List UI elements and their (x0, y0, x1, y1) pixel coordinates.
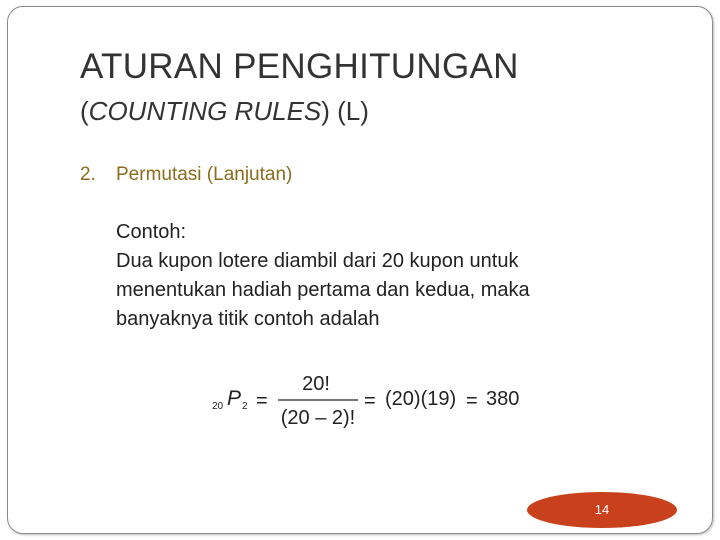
example-line-3: banyaknya titik contoh adalah (116, 308, 380, 330)
page-number: 14 (594, 502, 610, 517)
example-line-1: Dua kupon lotere diambil dari 20 kupon untuk (116, 250, 519, 272)
example-label: Contoh: (116, 221, 187, 243)
formula-result: 380 (486, 388, 520, 410)
subtitle-open: ( (80, 96, 89, 126)
formula-denominator: (20 – 2)! (280, 407, 356, 429)
slide-title: ATURAN PENGHITUNGAN (80, 47, 519, 86)
point-number: 2. (80, 164, 96, 185)
page-number-badge (527, 492, 677, 528)
formula-product: (20)(19) (385, 388, 457, 410)
formula-pre-subscript: 20 (212, 401, 224, 412)
formula-equals-1: = (256, 390, 268, 412)
formula-equals-2: = (364, 390, 376, 412)
formula-numerator: 20! (302, 373, 330, 395)
formula-equals-3: = (466, 390, 478, 412)
formula-post-subscript: 2 (242, 401, 248, 412)
subtitle-close: ) (L) (321, 96, 369, 126)
subtitle-italic: COUNTING RULES (88, 96, 322, 126)
numbered-point (80, 164, 292, 186)
example-line-2: menentukan hadiah pertama dan kedua, maka (116, 279, 530, 301)
example-block (116, 218, 636, 334)
formula-symbol: P (227, 387, 242, 410)
slide-subtitle (80, 96, 369, 127)
permutation-formula (212, 368, 542, 440)
point-label: Permutasi (Lanjutan) (116, 164, 293, 185)
